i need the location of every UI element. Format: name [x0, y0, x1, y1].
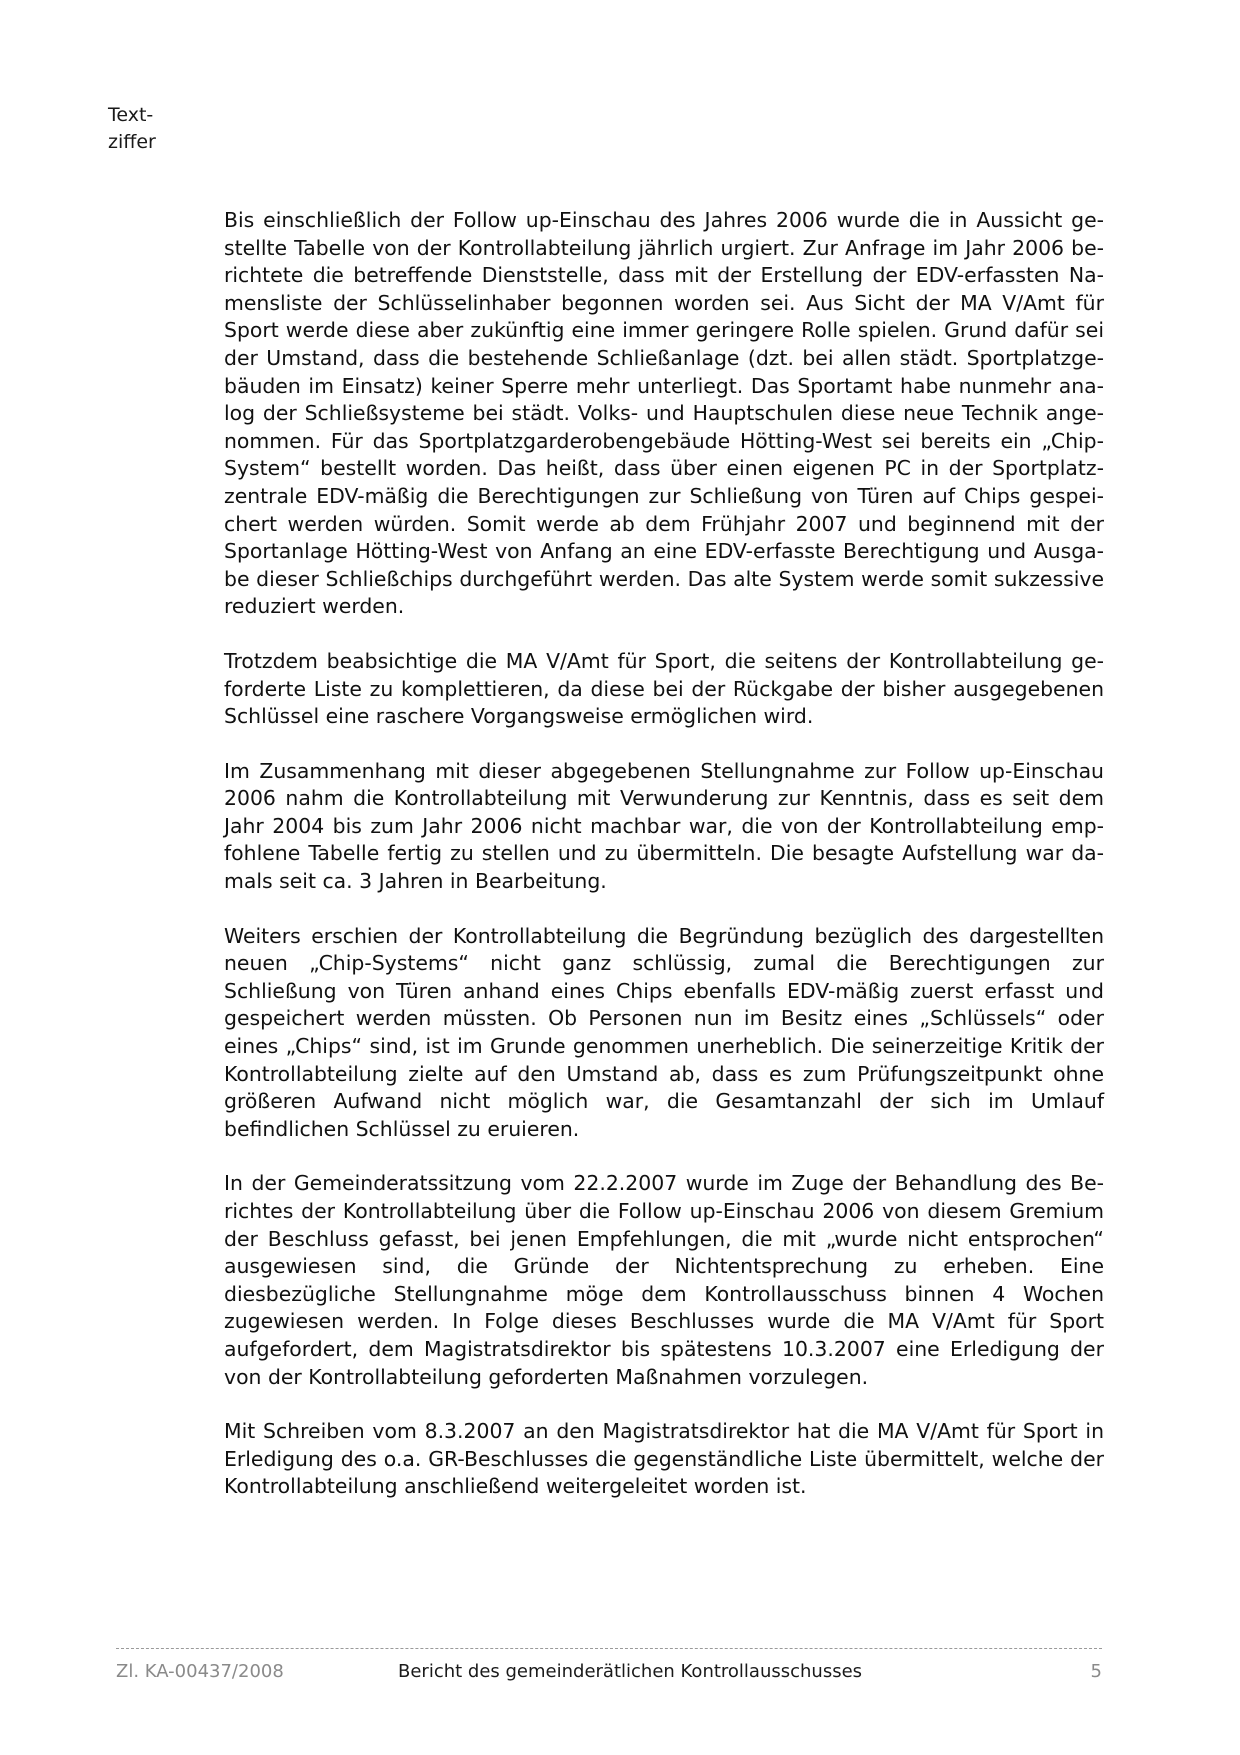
paragraph-2: Trotzdem beabsichtige die MA V/Amt für Sport, die seitens der Kontrollabteilung geforderte Liste zu komplettieren, da diese bei der Rückgabe der bisher ausgegebenen Schlüssel eine raschere Vorgangsweise ermöglichen wird. [224, 648, 1104, 729]
margin-label-textziffer [108, 102, 156, 156]
paragraph-5: In der Gemeinderatssitzung vom 22.2.2007 wurde im Zuge der Behandlung des Berichtes der Kontrollabteilung über die Follow up-Einschau 2006 von diesem Gremium der Beschluss gefasst, bei jenen Empfehlungen, die mit „wurde nicht entsprochen“ ausgewiesen sind, die Gründe der Nichtentsprechung zu erheben. Eine diesbezügliche Stellungnahme möge dem Kontrollausschuss binnen 4 Wochen zugewiesen werden. In Folge dieses Beschlusses wurde die MA V/Amt für Sport aufgefordert, dem Magistratsdirektor bis spätestens 10.3.2007 eine Erledigung der von der Kontrollabteilung geforderten Maßnahmen vorzulegen. [224, 1171, 1104, 1389]
paragraph-6: Mit Schreiben vom 8.3.2007 an den Magistratsdirektor hat die MA V/Amt für Sport in Erledigung des o.a. GR-Beschlusses die gegenständliche Liste übermittelt, welche der Kontrollabteilung anschließend weitergeleitet worden ist. [224, 1419, 1104, 1499]
paragraph-1: Bis einschließlich der Follow up-Einschau des Jahres 2006 wurde die in Aussicht gestellte Tabelle von der Kontrollabteilung jährlich urgiert. Zur Anfrage im Jahr 2006 berichtete die betreffende Dienststelle, dass mit der Erstellung der EDV-erfassten Namensliste der Schlüsselinhaber begonnen worden sei. Aus Sicht der MA V/Amt für Sport werde diese aber zukünftig eine immer geringere Rolle spielen. Grund dafür sei der Umstand, dass die bestehende Schließanlage (dzt. bei allen städt. Sportplatzgebäuden im Einsatz) keiner Sperre mehr unterliegt. Das Sportamt habe nunmehr analog der Schließsysteme bei städt. Volks- und Hauptschulen diese neue Technik angenommen. Für das Sportplatzgarderobengebäude Hötting-West sei bereits ein „Chip-System“ bestellt worden. Das heißt, dass über einen eigenen PC in der Sportplatzzentrale EDV-mäßig die Berechtigungen zur Schließung von Türen auf Chips gespeichert werden würden. Somit werde ab dem Frühjahr 2007 und beginnend mit der Sportanlage Hötting-West von Anfang an eine EDV-erfasste Berechtigung und Ausgabe dieser Schließchips durchgeführt werden. Das alte System werde somit sukzessive reduziert werden. [224, 208, 1104, 619]
margin-label-line-1: Text- [108, 104, 154, 126]
body-text [224, 207, 1104, 1528]
paragraph-4: Weiters erschien der Kontrollabteilung die Begründung bezüglich des dargestellten neuen „Chip-Systems“ nicht ganz schlüssig, zumal die Berechtigungen zur Schließung von Türen anhand eines Chips ebenfalls EDV-mäßig zuerst erfasst und gespeichert werden müssten. Ob Personen nun im Besitz eines „Schlüssels“ oder eines „Chips“ sind, ist im Grunde genommen unerheblich. Die seinerzeitige Kritik der Kontrollabteilung zielte auf den Umstand ab, dass es zum Prüfungszeitpunkt ohne größeren Aufwand nicht möglich war, die Gesamtanzahl der sich im Umlauf befindlichen Schlüssel zu eruieren. [224, 923, 1104, 1141]
footer-divider [116, 1648, 1102, 1649]
page-footer [116, 1658, 1102, 1686]
footer-reference: Zl. KA-00437/2008 [116, 1661, 284, 1682]
margin-label-line-2: ziffer [108, 131, 156, 153]
paragraph-3: Im Zusammenhang mit dieser abgegebenen Stellungnahme zur Follow up-Einschau 2006 nahm die Kontrollabteilung mit Verwunderung zur Kenntnis, dass es seit dem Jahr 2004 bis zum Jahr 2006 nicht machbar war, die von der Kontrollabteilung empfohlene Tabelle fertig zu stellen und zu übermitteln. Die besagte Aufstellung war damals seit ca. 3 Jahren in Bearbeitung. [224, 758, 1104, 894]
page-number: 5 [1090, 1661, 1102, 1682]
footer-title: Bericht des gemeinderätlichen Kontrollausschusses [398, 1661, 863, 1682]
